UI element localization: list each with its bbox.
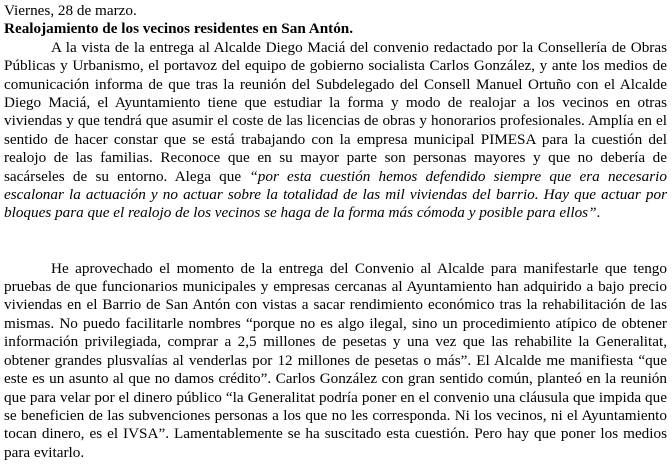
document-title: Realojamiento de los vecinos residentes en San Antón. (4, 20, 354, 38)
paragraph-1-text: A la vista de la entrega al Alcalde Diego Maciá del convenio redactado por la Consellería de Obras Públicas y Urbanismo, el portavoz del equipo de gobierno socialista Carlos González, y ante los medios de comunicación informa de que tras la reunión del Subdelegado del Consell Manuel Ortuño con el Alcalde Diego Maciá, el Ayuntamiento tiene que estudiar la forma y modo de realojar a los vecinos en otras viviendas y que tendrá que asumir el coste de las licencias de obras y honorarios profesionales. Amplía en el sentido de hacer constar que se está trabajando con la empresa municipal PIMESA para la cuestión del realojo de las familias. Reconoce que en su mayor parte son personas mayores y que no debería de sacárseles de su entorno. Alega que (4, 38, 667, 185)
paragraph-spacer (4, 241, 667, 259)
document-date: Viernes, 28 de marzo. (4, 2, 137, 19)
paragraph-1 (4, 39, 667, 223)
paragraph-2: He aprovechado el momento de la entrega del Convenio al Alcalde para manifestarle que tengo pruebas de que funcionarios municipales y empresas cercanas al Ayuntamiento han adquirido a bajo precio viviendas en el Barrio de San Antón con vistas a sacar rendimiento económico tras la rehabilitación de las mismas. No puedo facilitarle nombres “porque no es algo ilegal, sino un procedimiento atípico de obtener información privilegiada, comprar a 2,5 millones de pesetas y una vez que las rehabilite la Generalitat, obtener grandes plusvalías al venderlas por 12 millones de pesetas o más”. El Alcalde me manifiesta “que este es un asunto al que no damos crédito”. Carlos González con gran sentido común, planteó en la reunión que para velar por el dinero público “la Generalitat podría poner en el convenio una cláusula que impida que se beneficien de las subvenciones personas a los que no les corresponda. Ni los vecinos, ni el Ayuntamiento tocan dinero, es el IVSA”. Lamentablemente se ha suscitado esta cuestión. Pero hay que poner los medios para evitarlo. (4, 259, 667, 461)
paragraph-1-quote: “por esta cuestión hemos defendido siempre que era necesario escalonar la actuación y no actuar sobre la totalidad de las mil viviendas del barrio. Hay que actuar por bloques para que el realojo de los vecinos se haga de la forma más cómoda y posible para ellos” (4, 167, 667, 222)
paragraph-spacer (4, 223, 667, 241)
paragraph-1-end: . (596, 204, 601, 222)
